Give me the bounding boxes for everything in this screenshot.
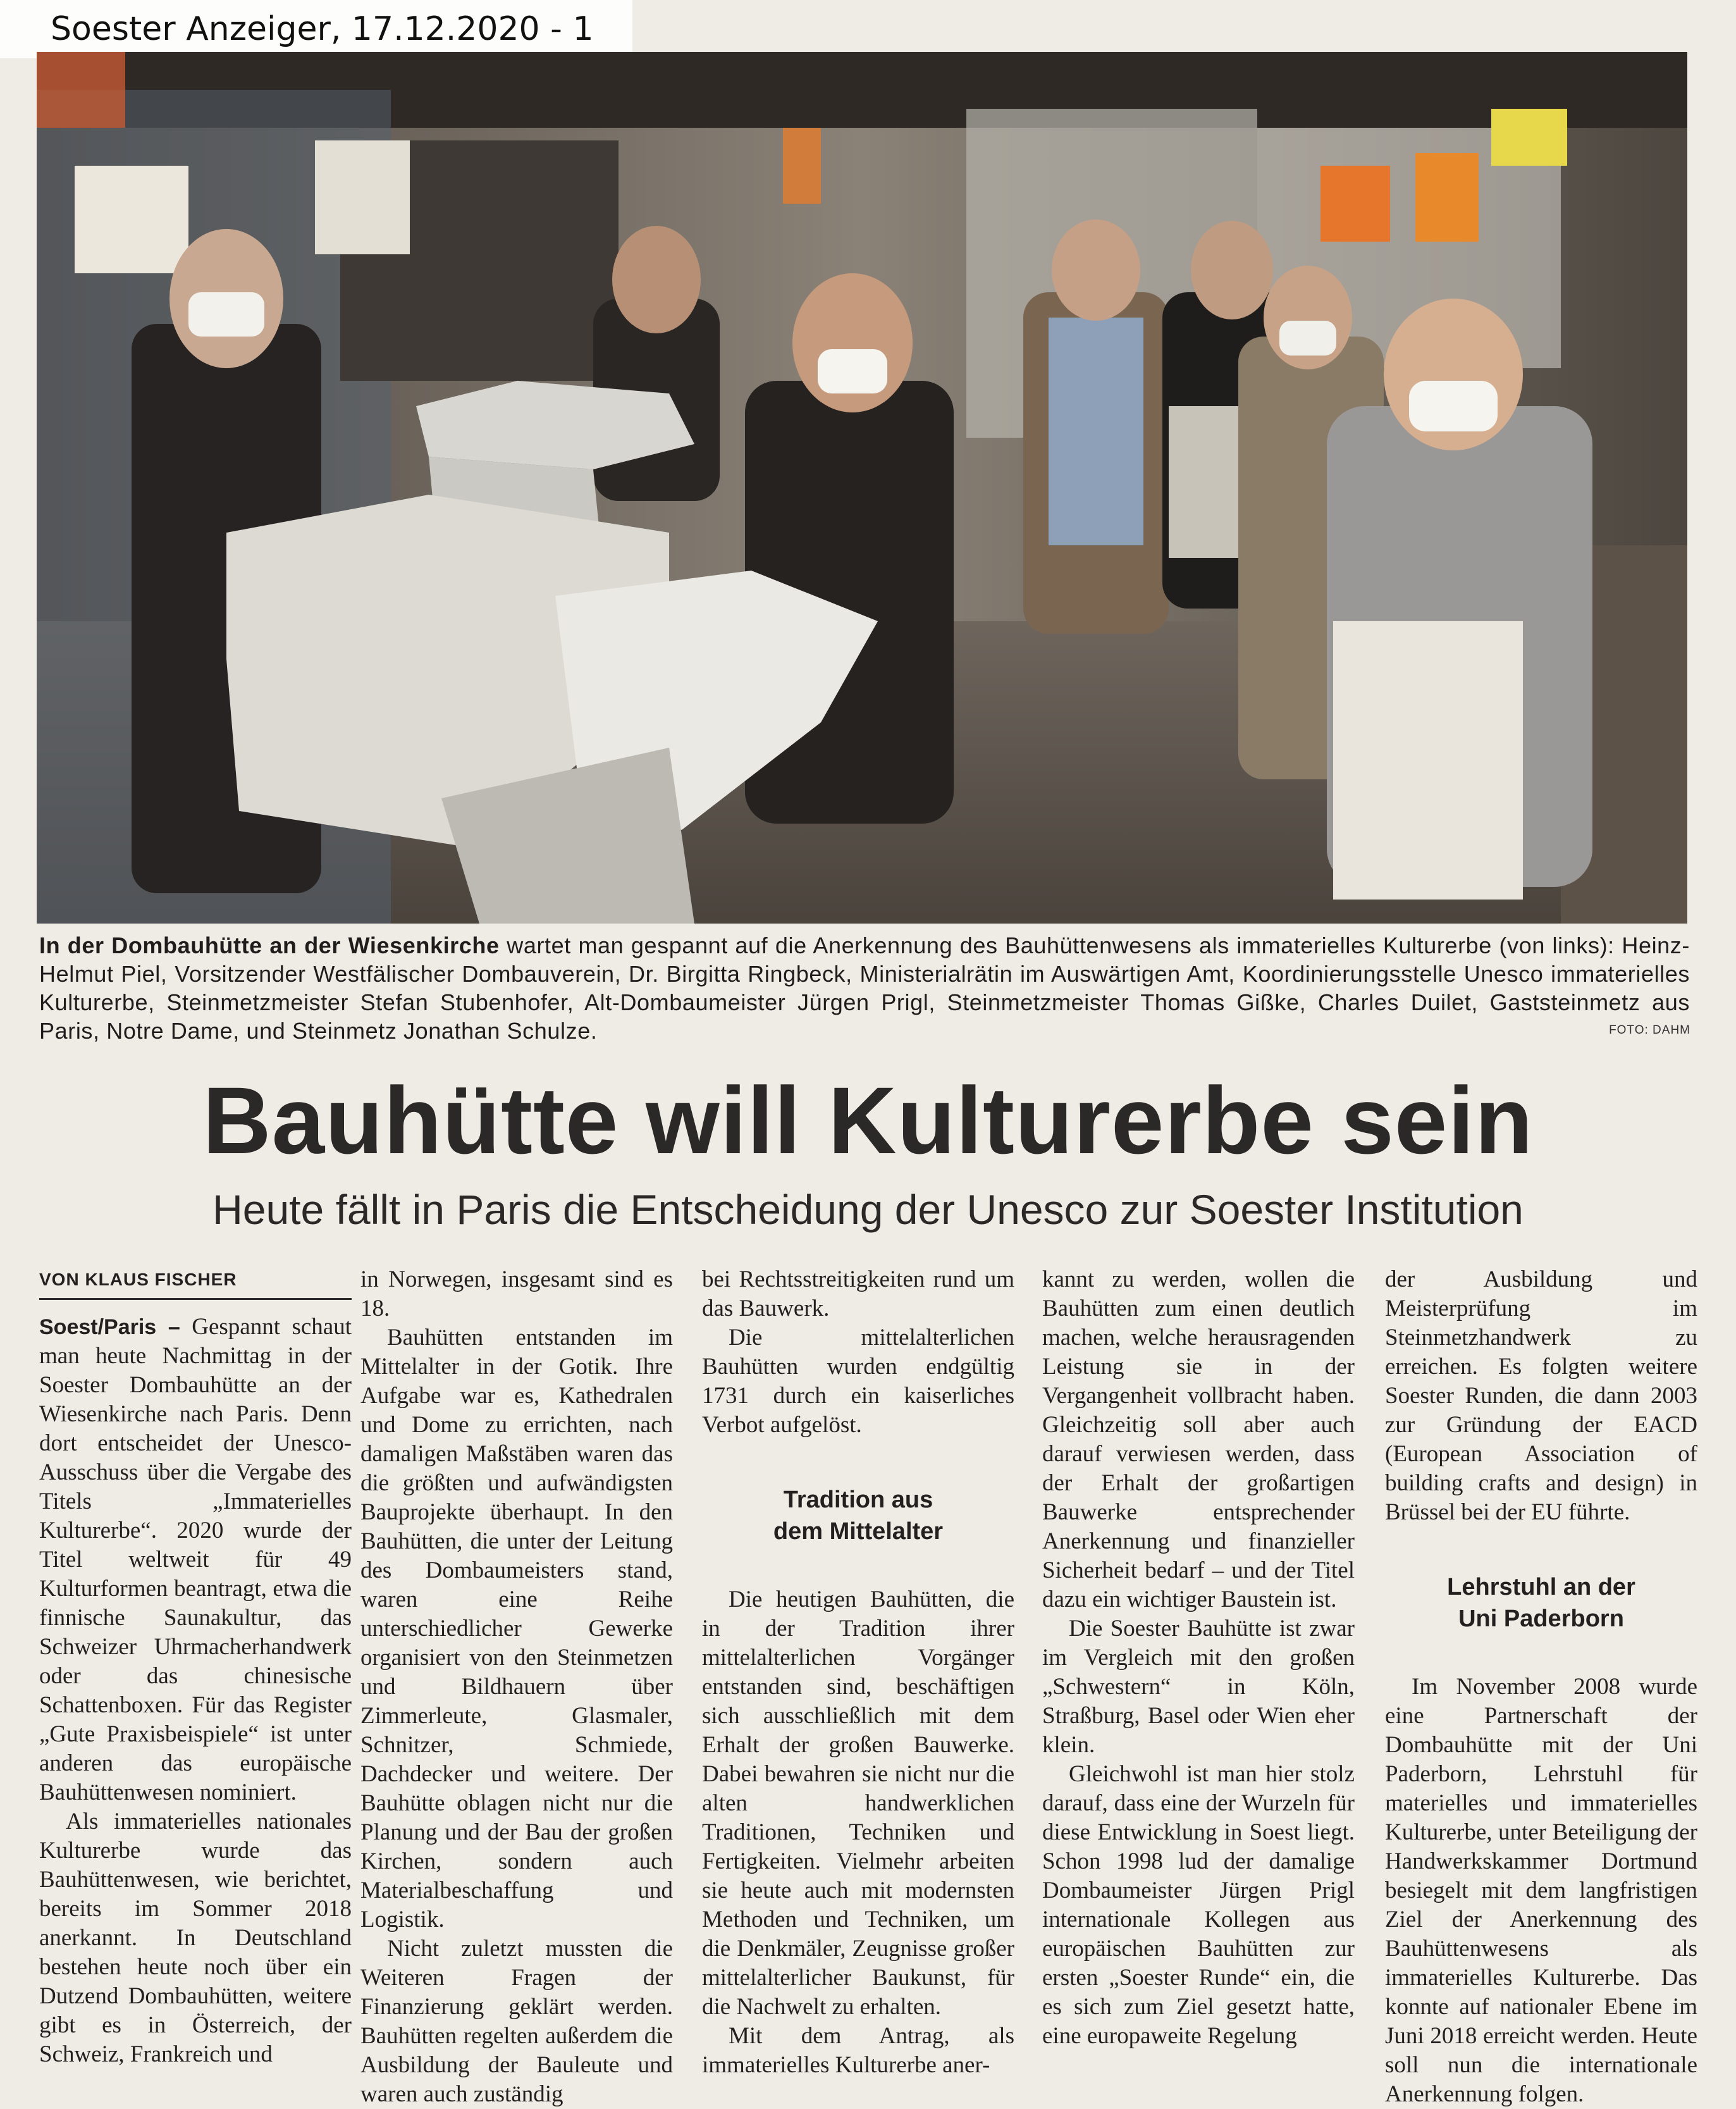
paragraph: in Norwegen, insgesamt sind es 18. xyxy=(360,1266,673,1321)
paragraph: Gleichwohl ist man hier stolz darauf, dass eine der Wurzeln für diese Entwicklung in Soest liegt. Schon 1998 lud der damalige Dombaumeister Jürgen Prigl internationale Kollegen aus europäischen Bauhütten zur ersten „Soester Runde“ ein, die es sich zum Ziel gesetzt hatte, eine europaweite Regelung xyxy=(1042,1761,1355,2049)
paragraph: bei Rechtsstreitigkeiten rund um das Bauwerk. xyxy=(702,1266,1014,1321)
photo-caption xyxy=(39,931,1690,1045)
paragraph xyxy=(39,1313,352,1807)
paragraph: Bauhütten entstanden im Mittelalter in der Gotik. Ihre Aufgabe war es, Kathedralen und Dome zu errichten, nach damaligen Maßstäben waren das die größten und aufwändigsten Bauprojekte überhaupt. In den Bauhütten, die unter der Leitung des Dombaumeisters stand, waren eine Reihe unterschiedlicher Gewerke organisiert von den Steinmetzen und Bildhauern über Zimmerleute, Glasmaler, Schnitzer, Schmiede, Dachdecker und weitere. Der Bauhütte oblagen nicht nur die Planung und der Bau der großen Kirchen, sondern auch Materialbeschaffung und Logistik. xyxy=(360,1325,673,1933)
paragraph: Die Soester Bauhütte ist zwar im Vergleich mit den großen „Schwestern“ in Köln, Straßburg, Basel oder Wien eher klein. xyxy=(1042,1616,1355,1758)
section-heading-line: Lehrstuhl an der xyxy=(1447,1574,1635,1600)
headline: Bauhütte will Kulturerbe sein xyxy=(202,1067,1534,1173)
paragraph: Nicht zuletzt mussten die Weiteren Fragen der Finanzierung geklärt werden. Bauhütten regelten außerdem die Ausbildung der Bauleute und waren auch zuständig xyxy=(360,1936,673,2107)
paragraph: Die heutigen Bauhütten, die in der Tradition ihrer mittelalterlichen Vorgänger entstanden sind, beschäftigen sich ausschließlich mit dem Erhalt der großen Bauwerke. Dabei bewahren sie nicht nur die alten handwerklichen Traditionen, Techniken und Fertigkeiten. Vielmehr arbeiten sie heute auch mit modernsten Methoden und Techniken, um die Denkmäler, Zeugnisse großer mittelalterlicher Baukunst, für die Nachwelt zu erhalten. xyxy=(702,1586,1014,2020)
section-heading-line: Uni Paderborn xyxy=(1458,1605,1624,1632)
workshop-photo xyxy=(37,52,1687,924)
section-heading-line: dem Mittelalter xyxy=(773,1518,944,1545)
byline: VON KLAUS FISCHER xyxy=(39,1265,352,1300)
workshop-photo-illustration xyxy=(37,52,1687,924)
section-heading-line: Tradition aus xyxy=(783,1487,933,1513)
article-column-2 xyxy=(360,1265,673,2107)
paragraph: kannt zu werden, wollen die Bauhütten zum einen deutlich machen, welche herausragenden Leistung sie in der Vergangenheit vollbracht haben. Gleichzeitig soll aber auch darauf verwiesen werden, dass der Erhalt der großartigen Bauwerke entsprechender Anerkennung und finanzieller Sicherheit bedarf – und der Titel dazu ein wichtiger Baustein ist. xyxy=(1042,1266,1355,1612)
caption-lead: In der Dombauhütte an der Wiesenkirche xyxy=(39,932,500,958)
paragraph: Mit dem Antrag, als immaterielles Kulturerbe aner- xyxy=(702,2023,1014,2078)
article-column-5 xyxy=(1385,1265,1697,2107)
article-column-4 xyxy=(1042,1265,1355,2087)
paragraph: der Ausbildung und Meisterprüfung im Steinmetzhandwerk zu erreichen. Es folgten weitere Soester Runden, die dann 2003 zur Gründung der EACD (European Association of building crafts and design) in Brüssel bei der EU führte. xyxy=(1385,1266,1697,1525)
article-column-1 xyxy=(39,1265,352,2087)
subheadline: Heute fällt in Paris die Entscheidung der Unesco zur Soester Institution xyxy=(212,1186,1524,1233)
dateline: Soest/Paris – xyxy=(39,1315,180,1339)
section-heading xyxy=(1385,1571,1697,1635)
paragraph: Als immaterielles nationales Kulturerbe wurde das Bauhüttenwesen, wie berichtet, bereits im Sommer 2018 anerkannt. In Deutschland bestehen heute noch über ein Dutzend Dombauhütten, weitere gibt es in Österreich, der Schweiz, Frankreich und xyxy=(39,1809,352,2067)
source-label: Soester Anzeiger, 17.12.2020 - 1 xyxy=(0,0,632,58)
article-column-3 xyxy=(702,1265,1014,2087)
photo-credit: FOTO: DAHM xyxy=(1609,1024,1690,1037)
paragraph-text: Gespannt schaut man heute Nachmittag in der Soester Dombauhütte an der Wiesenkirche nach Paris. Denn dort entscheidet der Unesco-Ausschuss über die Vergabe des Titels „Immaterielles Kulturerbe“. 2020 wurde der Titel weltweit für 49 Kulturformen beantragt, etwa die finnische Saunakultur, das Schweizer Uhrmacherhandwerk oder das chinesische Schattenboxen. Für das Register „Gute Praxisbeispiele“ ist unter anderen das europäische Bauhüttenwesen nominiert. xyxy=(39,1314,352,1805)
section-heading xyxy=(702,1484,1014,1547)
caption-text: wartet man gespannt auf die Anerkennung des Bauhüttenwesens als immaterielles Kulturerbe (von links): Heinz-Helmut Piel, Vorsitzender Westfälischer Dombauverein, Dr. Birgitta Ringbeck, Ministerialrätin im Auswärtigen Amt, Koordinierungsstelle Unesco immaterielles Kulturerbe, Steinmetzmeister Stefan Stubenhofer, Alt-Dombaumeister Jürgen Prigl, Steinmetzmeister Thomas Gißke, Charles Duilet, Gaststeinmetz aus Paris, Notre Dame, und Steinmetz Jonathan Schulze. xyxy=(39,932,1690,1044)
paragraph: Im November 2008 wurde eine Partnerschaft der Dombauhütte mit der Uni Paderborn, Lehrstuhl für materielles und immaterielles Kulturerbe, unter Beteiligung der Handwerkskammer Dortmund besiegelt mit dem langfristigen Ziel der Anerkennung des Bauhüttenwesens als immaterielles Kulturerbe. Das konnte auf nationaler Ebene im Juni 2018 erreicht werden. Heute soll nun die internationale Anerkennung folgen. xyxy=(1385,1674,1697,2107)
paragraph: Die mittelalterlichen Bauhütten wurden endgültig 1731 durch ein kaiserliches Verbot aufgelöst. xyxy=(702,1325,1014,1438)
